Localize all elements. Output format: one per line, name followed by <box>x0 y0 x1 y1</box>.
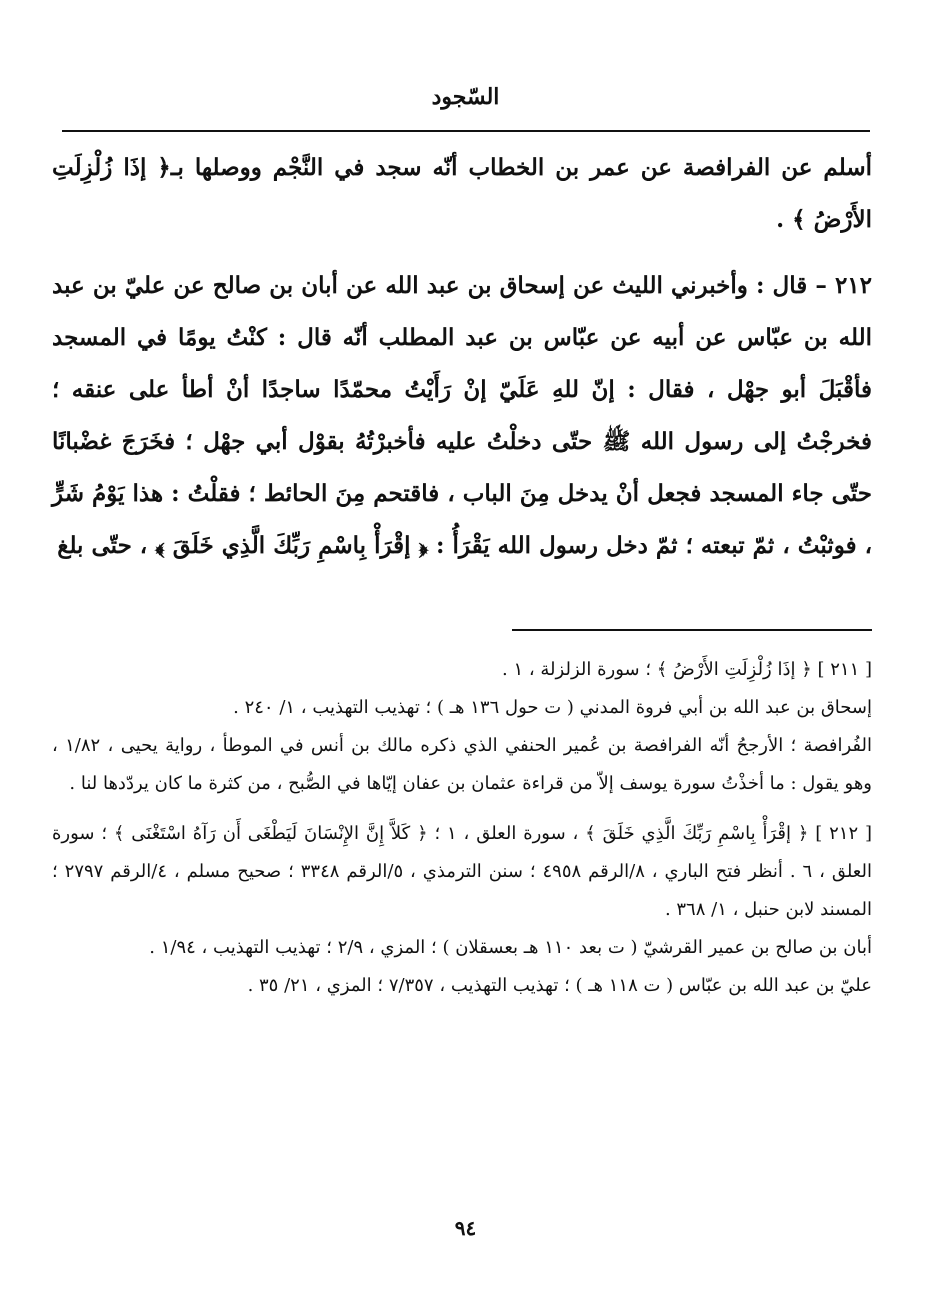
page-title: السّجود <box>431 84 500 110</box>
page-number: ٩٤ <box>454 1216 477 1240</box>
footnote: [ ٢١٢ ] ﴿ إقْرَأْ بِاسْمِ رَبِّكَ الَّذِي خَلَقَ ﴾ ، سورة العلق ، ١ ؛ ﴿ كَلاَّ إِنَّ الإِنْسَانَ لَيَطْغَى أَن رَآهُ اسْتَغْنَى ﴾ ؛ سورة العلق ، ٦ . أنظر فتح الباري ، ٨/الرقم ٤٩٥٨ ؛ سنن الترمذي ، ٥/الرقم ٣٣٤٨ ؛ صحيح مسلم ، ٤/الرقم ٢٧٩٧ ؛ المسند لابن حنبل ، ١/ ٣٦٨ . <box>52 823 872 920</box>
header-divider <box>62 130 870 132</box>
main-text <box>52 142 872 572</box>
footnote: أبان بن صالح بن عمير القرشيّ ( ت بعد ١١٠ هـ بعسقلان ) ؛ المزي ، ٢/٩ ؛ تهذيب التهذيب ، ١/٩٤ . <box>149 937 872 958</box>
footnote: الفُرافصة ؛ الأرجحُ أنّه الفرافصة بن عُمير الحنفي الذي ذكره مالك بن أنس في الموطأ ، رواية يحيى ، ١/٨٢ ، وهو يقول : ما أخذْتُ سورة يوسف إلاّ من قراءة عثمان بن عفان إيّاها في الصُّبح ، من كثرة ما كان يردّدها لنا . <box>52 735 872 794</box>
main-paragraph: أسلم عن الفرافصة عن عمر بن الخطاب أنّه سجد في النَّجْم ووصلها بـ﴿ إذَا زُلْزِلَتِ الأَرْضُ ﴾ . <box>52 154 872 233</box>
main-paragraph: ٢١٢ – قال : وأخبرني الليث عن إسحاق بن عبد الله عن أبان بن صالح عن عليّ بن عبد الله بن عبّاس عن أبيه عن عبّاس بن عبد المطلب أنّه قال : كنْتُ يومًا في المسجد فأقْبَلَ أبو جهْل ، فقال : إنّ للهِ عَلَيّ إنْ رَأَيْتُ محمّدًا ساجدًا أنْ أطأ على عنقه ؛ فخرجْتُ إلى رسول الله ﷺ حتّى دخلْتُ عليه فأخبرْتُهُ بقوْل أبي جهْل ؛ فخَرَجَ غضْبانًا حتّى جاء المسجد فجعل أنْ يدخل مِنَ الباب ، فاقتحم مِنَ الحائط ؛ فقلْتُ : هذا يَوْمُ شَرٍّ ، فوثبْتُ ، ثمّ تبعته ؛ ثمّ دخل رسول الله يَقْرَأُ : ﴿ إقْرَأْ بِاسْمِ رَبِّكَ الَّذِي خَلَقَ ﴾ ، حتّى بلغ <box>52 272 872 559</box>
footnote: عليّ بن عبد الله بن عبّاس ( ت ١١٨ هـ ) ؛ تهذيب التهذيب ، ٧/٣٥٧ ؛ المزي ، ٢١/ ٣٥ . <box>247 975 872 996</box>
footnotes <box>52 651 872 1005</box>
footnote: [ ٢١١ ] ﴿ إذَا زُلْزِلَتِ الأَرْضُ ﴾ ؛ سورة الزلزلة ، ١ . <box>502 659 872 680</box>
footnote-divider <box>512 629 872 631</box>
footnote: إسحاق بن عبد الله بن أبي فروة المدني ( ت حول ١٣٦ هـ ) ؛ تهذيب التهذيب ، ١/ ٢٤٠ . <box>233 697 872 718</box>
